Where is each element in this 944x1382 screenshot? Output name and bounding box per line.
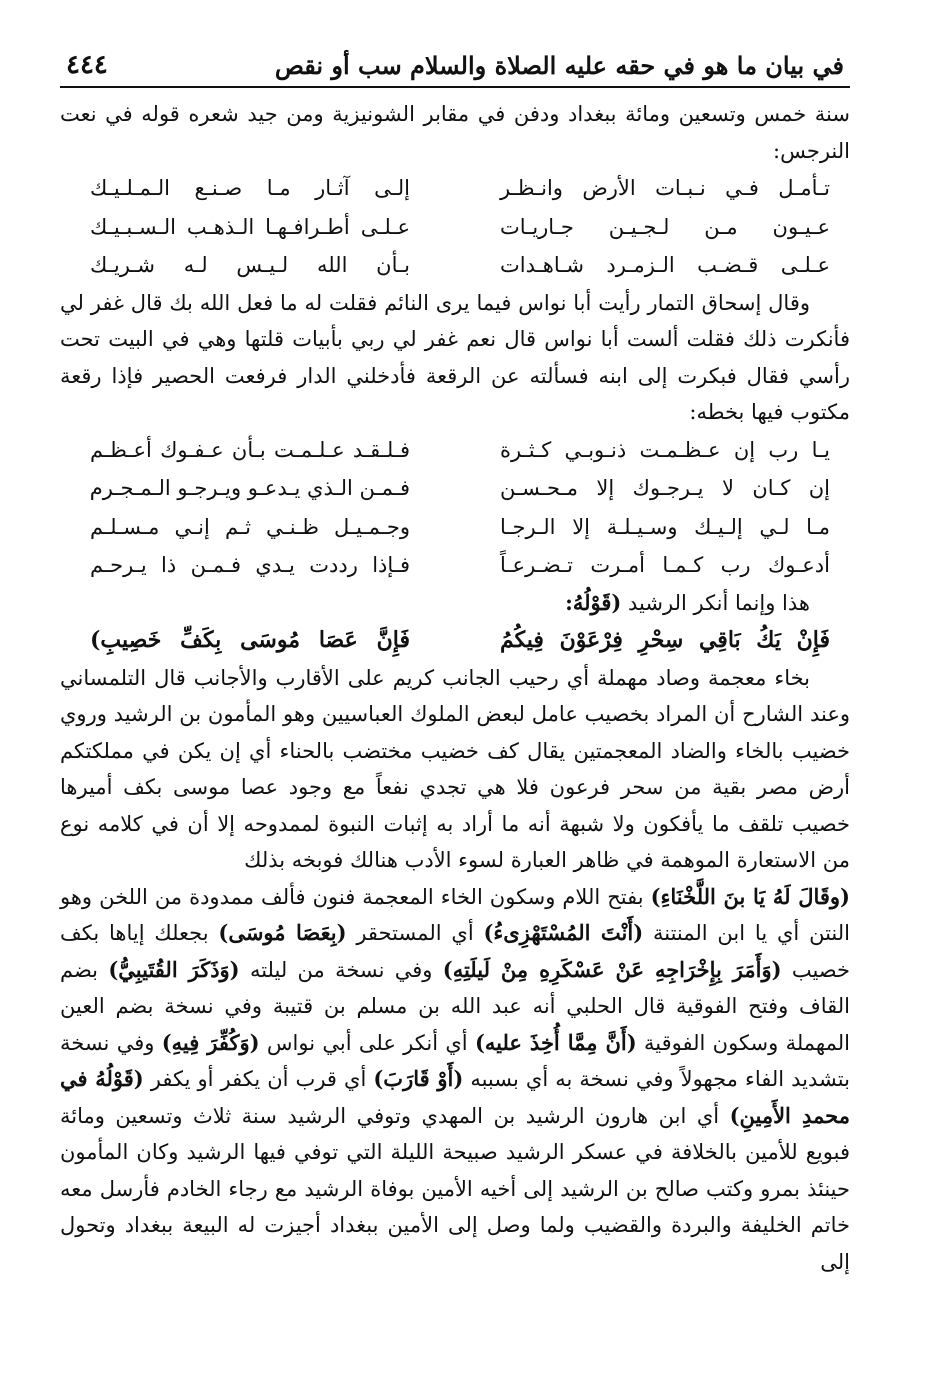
verse-line (60, 469, 850, 508)
first-hemistich: يـا رب إن عـظـمـت ذنـوبـي كـثـرة (500, 437, 830, 462)
verse-line (60, 508, 850, 547)
book-page (60, 40, 850, 1280)
poem-narcissus (60, 169, 850, 285)
verse-line (60, 169, 850, 208)
commentary-text: أي أنكر على أبي نواس (266, 1030, 468, 1055)
quoted-phrase: (أَوْ قَارَبَ) (373, 1066, 464, 1091)
running-title: في بيان ما هو في حقه عليه الصلاة والسلام سب أو نقص (274, 51, 844, 80)
second-hemistich: إلـى آثـار مـا صـنـع الـمـلـيـك (90, 176, 410, 200)
second-hemistich: فـإذا رددت يـدي فـمـن ذا يـرحـم (90, 553, 410, 577)
commentary-text: بفتح اللام وسكون الخاء المعجمة فنون فألف ممدودة من اللخن وهو النتن أي يا ابن المنتنة (60, 884, 850, 945)
second-hemistich: وجـمـيـل ظـنـي ثـم إنـي مـسـلـم (90, 514, 410, 539)
commentary-text: وفي نسخة بتشديد الفاء مجهولاً وفي نسخة به أي بسببه (60, 1030, 850, 1091)
second-hemistich: فَإِنَّ عَصَا مُوسَى بِكَفِّ خَصِيبِ) (90, 627, 410, 653)
commentary-text: بضم القاف وفتح الفوقية قال الحلبي أنه عبد الله بن مسلم بن قتيبة وفي نسخة بضم العين المهملة وسكون الفوقية (60, 957, 850, 1055)
verse-line (60, 546, 850, 585)
verse-line (60, 246, 850, 285)
quoted-phrase: (قَوْلُهُ في محمدِ الأَمِينِ) (60, 1066, 850, 1128)
commentary-text: أي المستحقر (356, 921, 474, 945)
quoted-phrase: (وَكُفِّرَ فِيهِ) (161, 1029, 260, 1055)
poem-forgiveness (60, 431, 850, 585)
intro-paragraph: سنة خمس وتسعين ومائة ببغداد ودفن في مقابر الشونيزية ومن جيد شعره قوله في نعت النرجس: (60, 102, 850, 163)
rashid-text: هذا وإنما أنكر الرشيد (628, 590, 810, 615)
quoted-phrase: (بِعَصَا مُوسَى) (218, 920, 347, 945)
bold-verse-line (60, 621, 850, 660)
quoted-phrase: (وَأَمَرَ بِإِخْرَاجِهِ عَنْ عَسْكَرِهِ مِنْ لَيلَتِهِ) (442, 956, 782, 982)
commentary-paragraph-1: بخاء معجمة وصاد مهملة أي رحيب الجانب كريم على الأقارب والأجانب قال التلمساني وعند الشارح أن المراد بخصيب عامل لبعض الملوك العباسيين وهو المأمون بن الرشيد وروي خضيب بالخاء والضاد المعجمتين يقال كف خضيب مختضب بالحناء أي إن يكن في مملكتكم أرض مصر بقية من سحر فرعون فلا هي تجدي نفعاً مع وجود عصا موسى بكف أميرها خصيب تلقف ما يأفكون ولا شبهة أنه ما أراد به إثبات النبوة لممدوحه إلا أن في كلامه نوع من الاستعارة الموهمة في ظاهر العبارة لسوء الأدب هنالك فوبخه بذلك (60, 665, 850, 872)
first-hemistich: فَإِنْ يَكُ بَاقِي سِحْرِ فِرْعَوْنَ فِيكُمُ (500, 627, 830, 653)
first-hemistich: عـلـى قـضـب الـزمـرد شـاهـدات (500, 253, 830, 277)
second-hemistich: فـمـن الـذي يـدعـو ويـرجـو الـمـجـرم (89, 476, 410, 500)
first-hemistich: تـأمـل فـي نـبـات الأرض وانـظـر (500, 176, 830, 200)
dream-story-paragraph: وقال إسحاق التمار رأيت أبا نواس فيما يرى النائم فقلت له ما فعل الله بك قال غفر لي فأنكرت ذلك فقلت ألست أبا نواس قال نعم غفر لي ربي بأبيات قلتها وهي في البيت تحت رأسي فقال فبكرت إلى ابنه فسألته عن الرقعة فأدخلني الدار فرفعت الحصير فإذا رقعة مكتوب فيها بخطه: (60, 290, 850, 424)
first-hemistich: عـيـون مـن لـجـيـن جـاريـات (500, 214, 830, 239)
verse-line (60, 208, 850, 247)
page-number: ٤٤٤ (66, 50, 108, 80)
commentary-text: بجعلك إياها بكف خصيب (60, 921, 850, 982)
page-body (60, 88, 850, 1280)
rashid-line (60, 585, 850, 622)
page-header (60, 40, 850, 88)
first-hemistich: مـا لـي إلـيـك وسـيـلـة إلا الـرجـا (500, 514, 830, 539)
commentary-text: وفي نسخة من ليلته (249, 957, 433, 982)
verse-line (60, 431, 850, 470)
quoted-phrase: (وقَالَ لَهُ يَا بنَ اللَّخْنَاءِ) (650, 883, 850, 909)
quoted-phrase: (وَذَكَرَ القُتَيبِيُّ) (108, 956, 240, 982)
second-hemistich: فـلـقـد عـلـمـت بـأن عـفـوك أعـظـم (90, 437, 410, 462)
commentary-text: أي ابن هارون الرشيد بن المهدي وتوفي الرشيد سنة ثلاث وتسعين ومائة فبويع للأمين بالخلافة في عسكر الرشيد صبيحة الليلة التي توفي فيها الرشيد وكان المأمون حينئذ بمرو وكتب صالح بن الرشيد إلى أخيه الأمين بوفاة الرشيد مع رجاء الخادم فأرسل معه خاتم الخليفة والبردة والقضيب ولما وصل إلى الأمين ببغداد أجيزت له البيعة ببغداد وتحول إلى (60, 1103, 850, 1274)
second-hemistich: بـأن الله لـيـس لـه شـريـك (90, 253, 410, 277)
quoted-phrase: (أَنَّ مِمَّا أُخِذَ عليه) (474, 1029, 637, 1055)
quoted-phrase: (أَنْتَ المُسْتَهْزِىءُ) (483, 920, 644, 945)
commentary-text: أي قرب أن يكفر أو يكفر (150, 1067, 367, 1091)
first-hemistich: أدعـوك رب كـمـا أمـرت تـضـرعـاً (500, 553, 830, 577)
first-hemistich: إن كـان لا يـرجـوك إلا مـحـسـن (500, 476, 830, 500)
second-hemistich: عـلـى أطـرافـهـا الـذهـب الـسـبـيـك (90, 214, 410, 239)
quote-marker: (قَوْلُهُ: (565, 589, 622, 615)
commentary-paragraph-2 (60, 879, 850, 1281)
